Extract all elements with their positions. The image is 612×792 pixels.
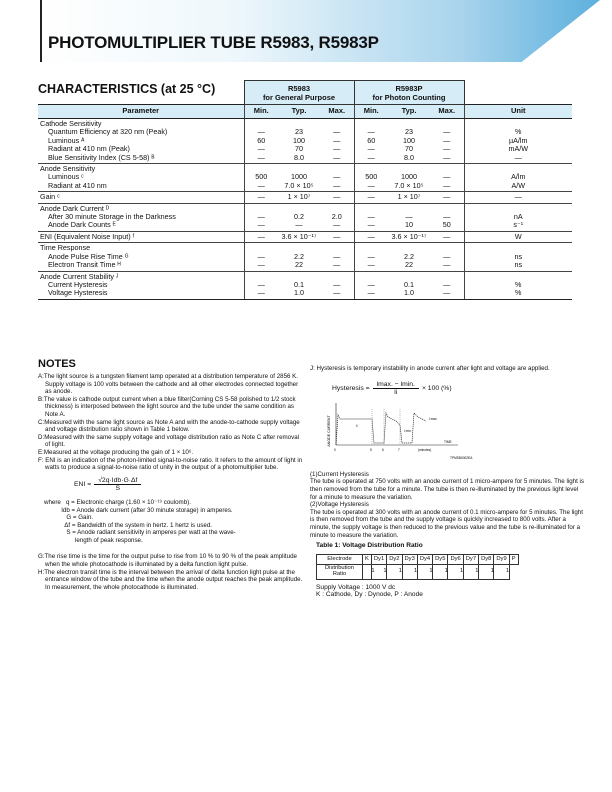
typ-cell xyxy=(278,231,320,242)
value-line: 7.0 × 10⁵ xyxy=(394,180,424,190)
table-row xyxy=(38,164,572,192)
graph-xlabel-units: (minutes) xyxy=(418,447,432,452)
ratio-cell: 1 xyxy=(439,565,454,579)
notes-left-column xyxy=(38,373,304,591)
value-line: A/W xyxy=(511,180,526,190)
current-hysteresis-title: (1)Current Hysteresis xyxy=(310,470,369,478)
value-line: 1.0 xyxy=(294,288,304,298)
typ-cell xyxy=(278,203,320,231)
table-row xyxy=(38,243,572,271)
value-line: 0.2 xyxy=(294,212,304,222)
electrode-cell: P xyxy=(509,554,518,565)
ratio-cell: 1 xyxy=(469,565,484,579)
typ-cell xyxy=(388,119,430,164)
value-line: ns xyxy=(514,260,523,270)
characteristics-title: CHARACTERISTICS (at 25 °C) xyxy=(38,82,216,96)
header-unit: Unit xyxy=(464,105,572,119)
value-line: 100 xyxy=(403,135,415,145)
min-cell xyxy=(244,203,278,231)
ratio-cell: 1 xyxy=(500,565,515,579)
value-line: — xyxy=(257,144,265,154)
value-line: 2.0 xyxy=(331,212,342,222)
value-line: — xyxy=(367,279,375,289)
typ-cell xyxy=(388,164,430,192)
value-line: 8.0 xyxy=(404,152,414,162)
table-row xyxy=(38,119,572,164)
value-line: — xyxy=(333,251,341,261)
value-line: 8.0 xyxy=(294,152,304,162)
value-line: A/lm xyxy=(511,172,526,182)
table-row xyxy=(38,271,572,299)
parameter-line: Cathode Sensitivity xyxy=(40,119,102,128)
value-line: 23 xyxy=(405,127,413,137)
graph-xlabel: TIME xyxy=(444,439,452,444)
note-h: H:The electron transit time is the interval between the arrival of delta function light pulse at the entrance window of the tube and the time when the anode output reaches the peak amplitude. In measurement, the whole photocathode is illuminated. xyxy=(38,568,303,591)
value-line: — xyxy=(443,135,451,145)
electrode-cell: Dy2 xyxy=(387,554,402,565)
parameter-line: Electron Transit Time ᴴ xyxy=(48,260,121,270)
value-line: 50 xyxy=(442,220,451,230)
group-r5983p: R5983P for Photon Counting xyxy=(354,81,464,105)
min-cell xyxy=(354,271,388,299)
value-line: — xyxy=(333,260,341,270)
min-cell xyxy=(354,164,388,192)
max-cell xyxy=(430,243,464,271)
typ-cell xyxy=(388,271,430,299)
max-cell xyxy=(430,203,464,231)
notes-heading: NOTES xyxy=(38,358,76,370)
value-line: — xyxy=(443,172,451,182)
value-line: — xyxy=(367,152,375,162)
value-line: 1000 xyxy=(291,172,307,182)
value-line: — xyxy=(443,127,451,137)
max-cell xyxy=(320,271,354,299)
value-line: — xyxy=(333,172,341,182)
table-row xyxy=(38,203,572,231)
parameter-cell xyxy=(38,231,244,242)
value-line: — xyxy=(443,212,451,222)
value-line: µA/lm xyxy=(508,135,528,145)
parameter-line: Anode Sensitivity xyxy=(40,164,96,174)
value-line: 22 xyxy=(295,260,303,270)
value-line: 23 xyxy=(295,127,303,137)
typ-cell xyxy=(388,192,430,203)
supply-voltage: Supply Voltage : 1000 V dc xyxy=(316,583,396,591)
hysteresis-formula: Hysteresis = $\frac{lmax. - lmin.}{li}$ × 100 (%) xyxy=(332,380,452,397)
unit-cell xyxy=(464,164,572,192)
graph-tick-5: 5 xyxy=(370,447,372,452)
value-line: — xyxy=(333,144,341,154)
eni-formula: ENI = $\frac{\text{√2q·Idb·G·Δf}}{S}$ xyxy=(74,477,304,493)
value-line: 10 xyxy=(405,220,413,230)
unit-cell xyxy=(464,203,572,231)
value-line: 100 xyxy=(293,135,305,145)
graph-label-li: li xyxy=(356,423,358,428)
voltage-distribution-table xyxy=(316,554,519,580)
value-line: — xyxy=(514,192,522,202)
value-line: — xyxy=(367,260,375,270)
electrode-cell: Dy7 xyxy=(463,554,478,565)
unit-cell xyxy=(464,192,572,203)
value-line: — xyxy=(405,212,413,222)
value-line: — xyxy=(257,260,265,270)
header-max: Max. xyxy=(320,105,354,119)
parameter-line: Luminous ᴬ xyxy=(48,135,85,145)
value-line: 0.1 xyxy=(404,279,414,289)
min-cell xyxy=(354,231,388,242)
value-line: 3.6 × 10⁻¹⁷ xyxy=(281,231,317,241)
unit-cell xyxy=(464,243,572,271)
value-line: — xyxy=(367,220,375,230)
parameter-line: Anode Current Stability ᴶ xyxy=(40,271,119,281)
graph-code: TPMSB0002EA xyxy=(450,455,473,460)
value-line: — xyxy=(333,220,341,230)
typ-cell xyxy=(278,243,320,271)
value-line: — xyxy=(333,192,341,202)
current-hysteresis-text: The tube is operated at 750 volts with an anode current of 1 micro-ampere for 5 minutes. The light is then removed from the tube for a minute. The tube is then re-illuminated by the previous light level for a minute to measure the variation. xyxy=(310,478,584,501)
value-line: — xyxy=(333,279,341,289)
note-g: G:The rise time is the time for the output pulse to rise from 10 % to 90 % of the peak amplitude when the whole photocathode is illuminated by a delta function light pulse. xyxy=(38,553,297,569)
note-f: F: ENI is an indication of the photon-limited signal-to-noise ratio. It refers to the amount of light in watts to produce a signal-to-noise ratio of unity in the output of a photomultiplier tube. xyxy=(38,456,303,472)
value-line: 1.0 xyxy=(404,288,414,298)
value-line: 500 xyxy=(365,172,378,182)
value-line: ns xyxy=(514,251,523,261)
value-line: — xyxy=(333,288,341,298)
value-line: — xyxy=(367,180,375,190)
value-line: s⁻¹ xyxy=(513,220,524,230)
value-line: 0.1 xyxy=(294,279,304,289)
max-cell xyxy=(320,164,354,192)
value-line: — xyxy=(367,251,375,261)
ratio-cell: 1 xyxy=(485,565,500,579)
header-typ: Typ. xyxy=(278,105,320,119)
table-row xyxy=(38,231,572,242)
max-cell xyxy=(320,119,354,164)
value-line: — xyxy=(257,152,265,162)
value-line: % xyxy=(515,279,522,289)
value-line: — xyxy=(443,192,451,202)
parameter-line: Radiant at 410 nm xyxy=(48,180,107,190)
page-title: PHOTOMULTIPLIER TUBE R5983, R5983P xyxy=(48,33,379,52)
min-cell xyxy=(244,271,278,299)
typ-cell xyxy=(278,271,320,299)
ratio-row xyxy=(317,565,519,579)
value-line: — xyxy=(257,251,265,261)
header-typ: Typ. xyxy=(388,105,430,119)
typ-cell xyxy=(388,203,430,231)
graph-tick-6: 6 xyxy=(382,447,384,452)
max-cell xyxy=(430,192,464,203)
min-cell xyxy=(244,164,278,192)
header-min: Min. xyxy=(354,105,388,119)
note-j: J: Hysteresis is temporary instability in anode current after light and voltage are applied. xyxy=(310,365,550,372)
value-line: — xyxy=(443,152,451,162)
value-line: — xyxy=(257,279,265,289)
value-line: 1 × 10⁷ xyxy=(397,192,421,202)
parameter-line: Quantum Efficiency at 320 nm (Peak) xyxy=(48,127,168,137)
unit-cell xyxy=(464,231,572,242)
parameter-line: Voltage Hysteresis xyxy=(48,288,108,298)
electrode-header: Electrode xyxy=(317,554,363,565)
value-line: — xyxy=(257,212,265,222)
table-header-row xyxy=(38,105,572,119)
value-line: 60 xyxy=(367,135,376,145)
ratio-cell: 1 xyxy=(393,565,408,579)
min-cell xyxy=(354,243,388,271)
value-line: — xyxy=(333,135,341,145)
parameter-line: Time Response xyxy=(40,243,91,253)
parameter-line: Anode Pulse Rise Time ᴳ xyxy=(48,251,129,261)
ratio-cell: 1 xyxy=(377,565,392,579)
value-line: — xyxy=(333,231,341,241)
ratio-cell: 1 xyxy=(369,565,378,579)
eni-definitions: where q = Electronic charge (1.60 × 10⁻¹⁹ coulomb). Idb = Anode dark current (after 30 minute storage) in amperes. G = Gain. Δf = Bandwidth of the system in hertz. 1 hertz is used. S = Anode radiant sensitivity in amperes per watt at the wave- length of peak response. xyxy=(44,498,236,544)
value-line: 2.2 xyxy=(404,251,414,261)
max-cell xyxy=(430,271,464,299)
header-max: Max. xyxy=(430,105,464,119)
value-line: — xyxy=(514,152,522,162)
electrode-cell: K xyxy=(363,554,372,565)
electrode-cell: Dy4 xyxy=(417,554,432,565)
value-line: — xyxy=(443,144,451,154)
header-min: Min. xyxy=(244,105,278,119)
parameter-cell xyxy=(38,119,244,164)
value-line: — xyxy=(367,288,375,298)
parameter-line: Gain ᶜ xyxy=(40,192,60,202)
electrode-cell: Dy5 xyxy=(433,554,448,565)
value-line: 7.0 × 10⁵ xyxy=(284,180,314,190)
electrode-cell: Dy6 xyxy=(448,554,463,565)
value-line: 1 × 10⁷ xyxy=(287,192,311,202)
value-line: — xyxy=(367,127,375,137)
value-line: — xyxy=(333,180,341,190)
value-line: % xyxy=(515,127,522,137)
parameter-cell xyxy=(38,271,244,299)
value-line: — xyxy=(443,251,451,261)
value-line: — xyxy=(367,192,375,202)
note-d: D:Measured with the same supply voltage and voltage distribution ratio as Note C after removal of light. xyxy=(38,433,300,449)
note-c: C:Measured with the same light source as Note A and with the anode-to-cathode supply voltage and voltage distribution ratio shown in Table 1 below. xyxy=(38,418,300,434)
min-cell xyxy=(354,192,388,203)
note-a: A:The light source is a tungsten filament lamp operated at a distribution temperature of 2856 K. Supply voltage is 100 volts between the cathode and all other electrodes connected together as anode. xyxy=(38,373,299,396)
max-cell xyxy=(320,231,354,242)
unit-cell xyxy=(464,119,572,164)
max-cell xyxy=(430,231,464,242)
value-line: — xyxy=(257,127,265,137)
parameter-line: ENI (Equivalent Noise Input) ᶠ xyxy=(40,231,135,241)
electrode-cell: Dy8 xyxy=(479,554,494,565)
min-cell xyxy=(244,119,278,164)
parameter-cell xyxy=(38,192,244,203)
value-line: — xyxy=(443,231,451,241)
note-e: E:Measured at the voltage producing the gain of 1 × 10⁶. xyxy=(38,448,194,456)
value-line: 3.6 × 10⁻¹⁷ xyxy=(391,231,427,241)
electrode-legend: K : Cathode, Dy : Dynode, P : Anode xyxy=(316,591,423,599)
graph-tick-7: 7 xyxy=(398,447,400,452)
min-cell xyxy=(354,203,388,231)
parameter-line: Current Hysteresis xyxy=(48,279,108,289)
value-line: — xyxy=(257,192,265,202)
electrode-cell: Dy3 xyxy=(402,554,417,565)
value-line: — xyxy=(367,212,375,222)
ratio-cell: 1 xyxy=(454,565,469,579)
electrode-cell: Dy1 xyxy=(371,554,386,565)
value-line: — xyxy=(367,231,375,241)
value-line: 70 xyxy=(295,144,303,154)
value-line: — xyxy=(443,288,451,298)
value-line: — xyxy=(333,127,341,137)
max-cell xyxy=(430,164,464,192)
parameter-cell xyxy=(38,164,244,192)
max-cell xyxy=(430,119,464,164)
ratio-cell: 1 xyxy=(423,565,438,579)
header-parameter: Parameter xyxy=(38,105,244,119)
electrode-row xyxy=(317,554,519,565)
table-row xyxy=(38,192,572,203)
value-line: — xyxy=(257,288,265,298)
parameter-line: Blue Sensitivity Index (CS 5-58) ᴮ xyxy=(48,152,155,162)
value-line: 70 xyxy=(405,144,413,154)
max-cell xyxy=(320,203,354,231)
value-line: mA/W xyxy=(508,144,529,154)
min-cell xyxy=(244,243,278,271)
value-line: — xyxy=(443,279,451,289)
graph-label-zero: 0 xyxy=(334,447,336,452)
value-line: — xyxy=(257,231,265,241)
parameter-line: Radiant at 410 nm (Peak) xyxy=(48,144,130,154)
min-cell xyxy=(244,231,278,242)
value-line: — xyxy=(443,260,451,270)
value-line: — xyxy=(367,144,375,154)
parameter-line: Luminous ᶜ xyxy=(48,172,84,182)
voltage-hysteresis-text: The tube is operated at 300 volts with an anode current of 0.1 micro-ampere for 5 minutes. The light is then removed from the tube and the supply voltage is quickly increased to 800 volts. After a minute, the supply voltage is then reduced to the previous value and the tube is re-illuminated for a minute to measure the variation. xyxy=(310,508,583,539)
value-line: — xyxy=(257,180,265,190)
voltage-hysteresis-title: (2)Voltage Hysteresis xyxy=(310,501,369,509)
parameter-cell xyxy=(38,203,244,231)
parameter-cell xyxy=(38,243,244,271)
value-line: W xyxy=(514,231,522,241)
table1-title: Table 1: Voltage Distribution Ratio xyxy=(316,542,423,550)
value-line: 22 xyxy=(405,260,413,270)
notes-right-column xyxy=(310,365,586,599)
value-line: 500 xyxy=(255,172,268,182)
typ-cell xyxy=(278,164,320,192)
typ-cell xyxy=(388,243,430,271)
graph-label-lmin: l min. xyxy=(404,428,412,433)
max-cell xyxy=(320,192,354,203)
value-line: 60 xyxy=(257,135,266,145)
graph-current-trace xyxy=(336,413,426,445)
max-cell xyxy=(320,243,354,271)
typ-cell xyxy=(388,231,430,242)
graph-label-lmax: l max. xyxy=(429,416,438,421)
hysteresis-graph xyxy=(326,399,506,461)
value-line: — xyxy=(443,180,451,190)
unit-cell xyxy=(464,271,572,299)
header-rule xyxy=(40,0,42,62)
value-line: — xyxy=(295,220,303,230)
value-line: 2.2 xyxy=(294,251,304,261)
min-cell xyxy=(244,192,278,203)
value-line: 1000 xyxy=(401,172,417,182)
parameter-line: Anode Dark Current ᴰ xyxy=(40,203,110,213)
value-line: — xyxy=(333,152,341,162)
parameter-line: Anode Dark Counts ᴱ xyxy=(48,220,116,230)
typ-cell xyxy=(278,119,320,164)
ratio-header: Distribution Ratio xyxy=(317,565,363,579)
graph-ylabel: ANODE CURRENT xyxy=(327,415,331,447)
parameter-line: After 30 minute Storage in the Darkness xyxy=(48,212,176,222)
min-cell xyxy=(354,119,388,164)
electrode-cell: Dy9 xyxy=(494,554,509,565)
ratio-cell: 1 xyxy=(408,565,423,579)
value-line: nA xyxy=(513,212,523,222)
typ-cell xyxy=(278,192,320,203)
group-r5983: R5983 for General Purpose xyxy=(244,81,354,105)
note-b: B:The value is cathode output current when a blue filter(Corning CS 5-58 polished to 1/2 stock thickness) is interposed between the light source and the tube under the same condition as Note A. xyxy=(38,395,296,418)
characteristics-table xyxy=(38,80,572,300)
value-line: % xyxy=(515,288,522,298)
value-line: — xyxy=(257,220,265,230)
